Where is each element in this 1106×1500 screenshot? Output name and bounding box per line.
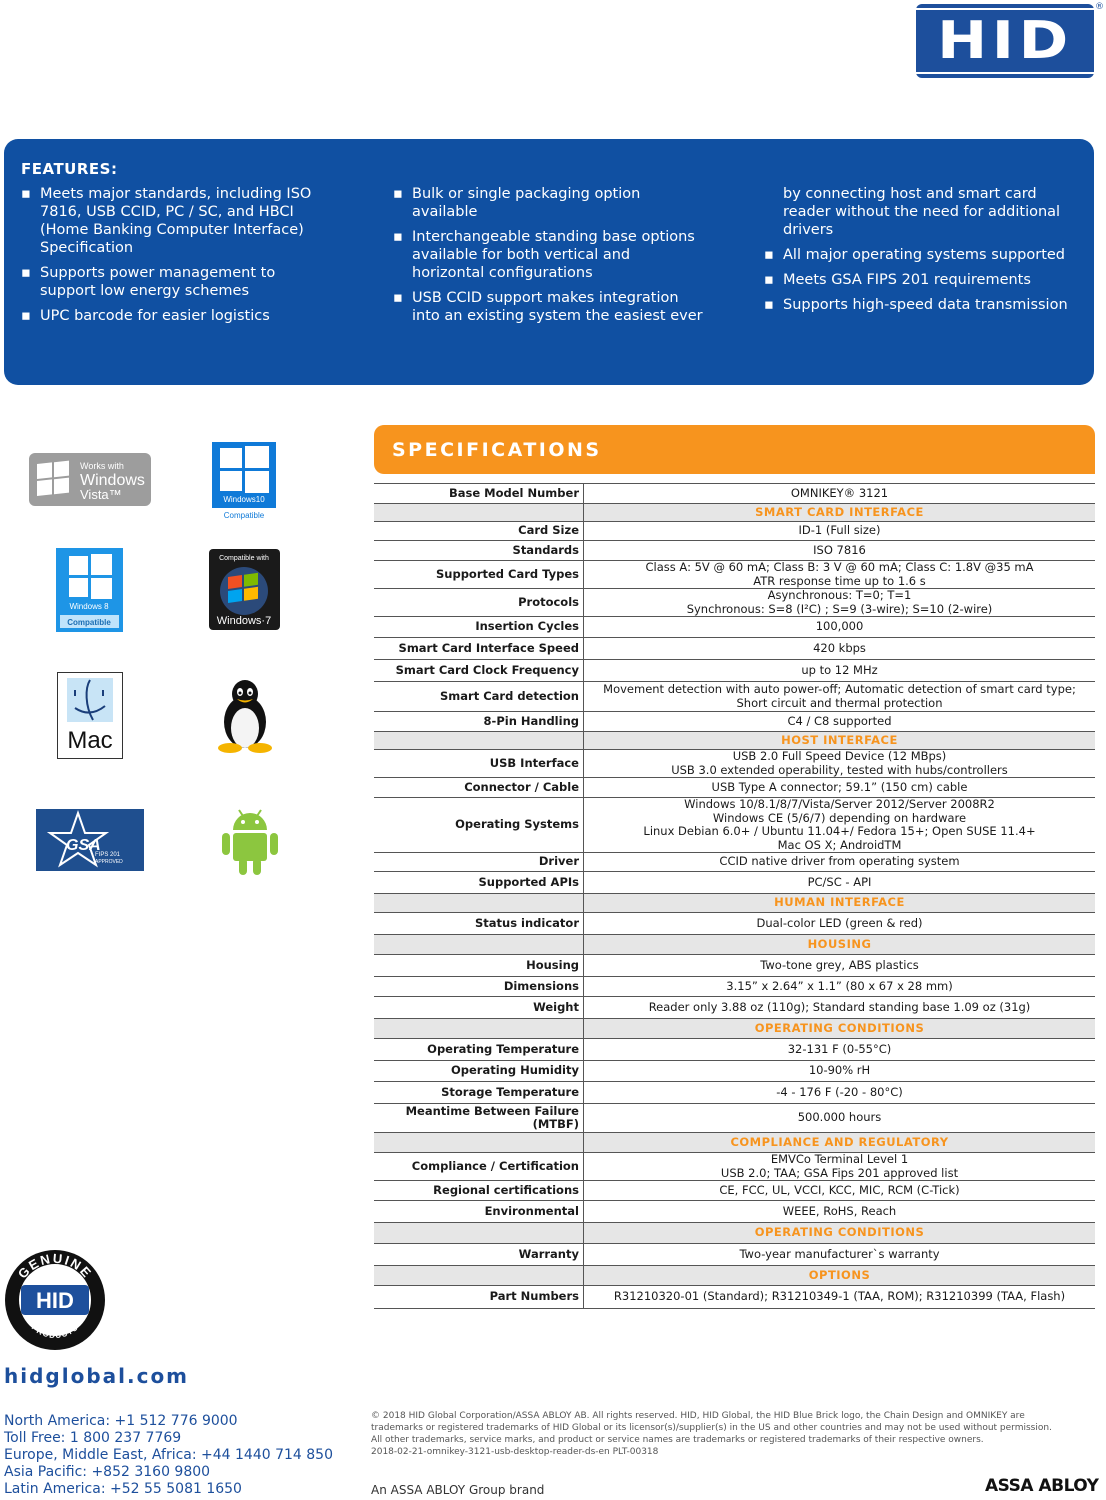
spec-row [374, 1244, 1095, 1266]
spec-label: Warranty [374, 1244, 584, 1266]
spec-value: 500.000 hours [584, 1104, 1096, 1133]
genuine-hid-products-seal [4, 1249, 106, 1351]
spec-value: EMVCo Terminal Level 1 USB 2.0; TAA; GSA Fips 201 approved list [584, 1153, 1096, 1181]
spec-section-title: OPERATING CONDITIONS [584, 1223, 1096, 1244]
spec-label: Operating Systems [374, 798, 584, 853]
spec-value: R31210320-01 (Standard); R31210349-1 (TAA, ROM); R31210399 (TAA, Flash) [584, 1286, 1096, 1309]
linux-tux-icon [212, 678, 278, 754]
spec-section-spacer [374, 1133, 584, 1153]
spec-value: Dual-color LED (green & red) [584, 913, 1096, 935]
spec-row [374, 913, 1095, 935]
spec-value: WEEE, RoHS, Reach [584, 1201, 1096, 1223]
spec-section-row [374, 504, 1095, 522]
spec-value: 100,000 [584, 617, 1096, 638]
spec-value: 420 kbps [584, 638, 1096, 660]
svg-text:Vista™: Vista™ [80, 487, 122, 502]
legal-text: © 2018 HID Global Corporation/ASSA ABLOY AB. All rights reserved. HID, HID Global, the HID Blue Brick logo, the Chain Design and OMNIKEY are trademarks or registered trademarks of HID Global or its licensor(s)/supplier(s) in the US and other countries and may not be used without permission. All other trademarks, service marks, and product or service names are trademarks or registered trademarks of their respective owners. [371, 1411, 1052, 1445]
spec-value: ID-1 (Full size) [584, 522, 1096, 541]
spec-value: USB 2.0 Full Speed Device (12 MBps) USB 3.0 extended operability, tested with hubs/controllers [584, 750, 1096, 778]
spec-row [374, 977, 1095, 997]
hid-logo [916, 2, 1104, 78]
spec-row [374, 589, 1095, 617]
spec-label: Driver [374, 853, 584, 872]
svg-text:APPROVED: APPROVED [95, 859, 123, 865]
brand-line: An ASSA ABLOY Group brand [371, 1483, 545, 1497]
spec-section-title: HUMAN INTERFACE [584, 894, 1096, 913]
features-column-2 [376, 185, 706, 332]
spec-value: CCID native driver from operating system [584, 853, 1096, 872]
feature-item-continuation: by connecting host and smart card reader without the need for additional drivers [783, 186, 1061, 238]
spec-row [374, 798, 1095, 853]
spec-section-title: HOST INTERFACE [584, 732, 1096, 750]
spec-value: C4 / C8 supported [584, 712, 1096, 732]
hid-logo-text: HID [907, 8, 1103, 74]
spec-label: Weight [374, 997, 584, 1019]
windows-vista-badge [29, 453, 151, 506]
spec-label: Meantime Between Failure (MTBF) [374, 1104, 584, 1133]
spec-value: Asynchronous: T=0; T=1 Synchronous: S=8 (I²C) ; S=9 (3-wire); S=10 (2-wire) [584, 589, 1096, 617]
features-heading: FEATURES: [21, 160, 118, 178]
svg-text:GENUINE: GENUINE [14, 1250, 96, 1282]
spec-label: Standards [374, 541, 584, 561]
spec-section-row [374, 732, 1095, 750]
spec-value: 3.15” x 2.64” x 1.1” (80 x 67 x 28 mm) [584, 977, 1096, 997]
spec-value: CE, FCC, UL, VCCI, KCC, MIC, RCM (C-Tick) [584, 1181, 1096, 1201]
contact-line: Europe, Middle East, Africa: +44 1440 714 850 [4, 1447, 333, 1463]
feature-item: ▪ UPC barcode for easier logistics [21, 308, 270, 324]
spec-row [374, 712, 1095, 732]
contact-list [4, 1413, 333, 1498]
spec-row [374, 750, 1095, 778]
gsa-fips-badge [36, 809, 144, 871]
svg-text:GSA: GSA [66, 837, 101, 854]
feature-item: ▪ USB CCID support makes integration into an existing system the easiest ever [393, 290, 703, 324]
android-icon [219, 806, 281, 876]
svg-text:HID: HID [36, 1288, 74, 1313]
features-column-1 [4, 185, 334, 332]
spec-value: Windows 10/8.1/8/7/Vista/Server 2012/Server 2008R2 Windows CE (5/6/7) depending on hardware Linux Debian 6.0+ / Ubuntu 11.04+/ Fedora 15+; Open SUSE 11.4+ Mac OS X; AndroidTM [584, 798, 1096, 853]
spec-label: Compliance / Certification [374, 1153, 584, 1181]
spec-label: Connector / Cable [374, 778, 584, 798]
svg-text:Windows 8: Windows 8 [69, 602, 109, 611]
svg-text:Windows·7: Windows·7 [216, 615, 272, 627]
features-column-3 [747, 185, 1087, 321]
spec-label: Housing [374, 955, 584, 977]
spec-value: Class A: 5V @ 60 mA; Class B: 3 V @ 60 mA; Class C: 1.8V @35 mA ATR response time up to 1.6 s [584, 561, 1096, 589]
spec-section-row [374, 894, 1095, 913]
spec-value: Two-tone grey, ABS plastics [584, 955, 1096, 977]
spec-label: Operating Temperature [374, 1039, 584, 1061]
spec-label: Supported Card Types [374, 561, 584, 589]
specifications-header [374, 425, 1095, 474]
spec-value: 10-90% rH [584, 1061, 1096, 1082]
spec-label: Base Model Number [374, 484, 584, 504]
svg-text:Windows: Windows [80, 472, 145, 489]
spec-label: USB Interface [374, 750, 584, 778]
contact-line: Asia Pacific: +852 3160 9800 [4, 1464, 211, 1480]
specifications-table [374, 483, 1095, 1309]
spec-label: Supported APIs [374, 872, 584, 894]
spec-section-spacer [374, 732, 584, 750]
spec-section-title: SMART CARD INTERFACE [584, 504, 1096, 522]
spec-section-title: COMPLIANCE AND REGULATORY [584, 1133, 1096, 1153]
svg-text:Compatible with: Compatible with [219, 555, 269, 562]
spec-section-spacer [374, 1266, 584, 1286]
spec-value: up to 12 MHz [584, 660, 1096, 682]
svg-text:Mac: Mac [67, 727, 113, 754]
spec-row [374, 1104, 1095, 1133]
spec-label: Dimensions [374, 977, 584, 997]
spec-section-row [374, 1266, 1095, 1286]
contact-line: Toll Free: 1 800 237 7769 [4, 1430, 182, 1446]
spec-value: OMNIKEY® 3121 [584, 484, 1096, 504]
spec-value: Reader only 3.88 oz (110g); Standard standing base 1.09 oz (31g) [584, 997, 1096, 1019]
spec-row [374, 1061, 1095, 1082]
feature-item: ▪ Interchangeable standing base options available for both vertical and horizontal configurations [393, 229, 695, 281]
assa-abloy-logo: ASSA ABLOY [985, 1476, 1099, 1496]
feature-item: ▪ Meets GSA FIPS 201 requirements [764, 272, 1031, 288]
spec-value: 32-131 F (0-55°C) [584, 1039, 1096, 1061]
svg-text:Compatible: Compatible [223, 511, 265, 520]
spec-row [374, 1201, 1095, 1223]
spec-label: Storage Temperature [374, 1082, 584, 1104]
spec-section-title: OPTIONS [584, 1266, 1096, 1286]
spec-label: Status indicator [374, 913, 584, 935]
spec-label: Regional certifications [374, 1181, 584, 1201]
legal-notice [371, 1410, 1061, 1458]
contact-line: North America: +1 512 776 9000 [4, 1413, 238, 1429]
spec-section-spacer [374, 935, 584, 955]
spec-row [374, 638, 1095, 660]
spec-row [374, 1039, 1095, 1061]
spec-label: Card Size [374, 522, 584, 541]
spec-row [374, 853, 1095, 872]
spec-label: Smart Card Interface Speed [374, 638, 584, 660]
spec-row [374, 682, 1095, 712]
spec-row [374, 997, 1095, 1019]
mac-badge [57, 672, 123, 759]
specifications-heading: SPECIFICATIONS [392, 439, 602, 461]
spec-row [374, 778, 1095, 798]
spec-label: Part Numbers [374, 1286, 584, 1309]
spec-section-spacer [374, 1223, 584, 1244]
spec-row [374, 955, 1095, 977]
spec-section-row [374, 1019, 1095, 1039]
contact-line: Latin America: +52 55 5081 1650 [4, 1481, 242, 1497]
spec-row [374, 617, 1095, 638]
document-id: 2018-02-21-omnikey-3121-usb-desktop-reader-ds-en PLT-00318 [371, 1447, 659, 1457]
svg-text:Compatible: Compatible [67, 618, 111, 627]
feature-item: ▪ All major operating systems supported [764, 247, 1066, 263]
spec-row [374, 561, 1095, 589]
spec-section-spacer [374, 894, 584, 913]
spec-label: Insertion Cycles [374, 617, 584, 638]
spec-row [374, 660, 1095, 682]
feature-item: ▪ Bulk or single packaging option available [393, 186, 641, 220]
registered-mark: ® [1095, 2, 1104, 12]
spec-section-row [374, 935, 1095, 955]
spec-label: Environmental [374, 1201, 584, 1223]
windows7-badge [209, 549, 280, 630]
spec-section-row [374, 1133, 1095, 1153]
spec-label: 8-Pin Handling [374, 712, 584, 732]
windows8-badge [56, 548, 123, 632]
spec-value: Two-year manufacturer`s warranty [584, 1244, 1096, 1266]
spec-value: PC/SC - API [584, 872, 1096, 894]
feature-item: ▪ Meets major standards, including ISO 7816, USB CCID, PC / SC, and HBCI (Home Banking Computer Interface) Specification [21, 186, 312, 256]
spec-value: USB Type A connector; 59.1” (150 cm) cable [584, 778, 1096, 798]
windows10-badge [211, 441, 277, 521]
svg-text:PRODUCTS: PRODUCTS [29, 1322, 81, 1341]
spec-section-row [374, 1223, 1095, 1244]
spec-row [374, 1286, 1095, 1309]
feature-item: ▪ Supports high-speed data transmission [764, 297, 1068, 313]
features-panel [4, 139, 1094, 385]
website-link[interactable]: hidglobal.com [4, 1364, 190, 1388]
svg-text:FIPS 201: FIPS 201 [95, 852, 121, 858]
svg-text:Windows10: Windows10 [223, 495, 265, 504]
spec-section-spacer [374, 1019, 584, 1039]
spec-section-title: OPERATING CONDITIONS [584, 1019, 1096, 1039]
spec-row [374, 522, 1095, 541]
feature-item: ▪ Supports power management to support low energy schemes [21, 265, 276, 299]
spec-section-title: HOUSING [584, 935, 1096, 955]
spec-row [374, 1181, 1095, 1201]
spec-label: Protocols [374, 589, 584, 617]
spec-value: -4 - 176 F (-20 - 80°C) [584, 1082, 1096, 1104]
spec-row [374, 541, 1095, 561]
spec-label: Smart Card detection [374, 682, 584, 712]
spec-value: Movement detection with auto power-off; Automatic detection of smart card type; Short circuit and thermal protection [584, 682, 1096, 712]
spec-section-spacer [374, 504, 584, 522]
spec-label: Operating Humidity [374, 1061, 584, 1082]
spec-value: ISO 7816 [584, 541, 1096, 561]
spec-row [374, 872, 1095, 894]
spec-row [374, 484, 1095, 504]
svg-text:Works with: Works with [80, 461, 124, 471]
spec-row [374, 1153, 1095, 1181]
spec-label: Smart Card Clock Frequency [374, 660, 584, 682]
spec-row [374, 1082, 1095, 1104]
